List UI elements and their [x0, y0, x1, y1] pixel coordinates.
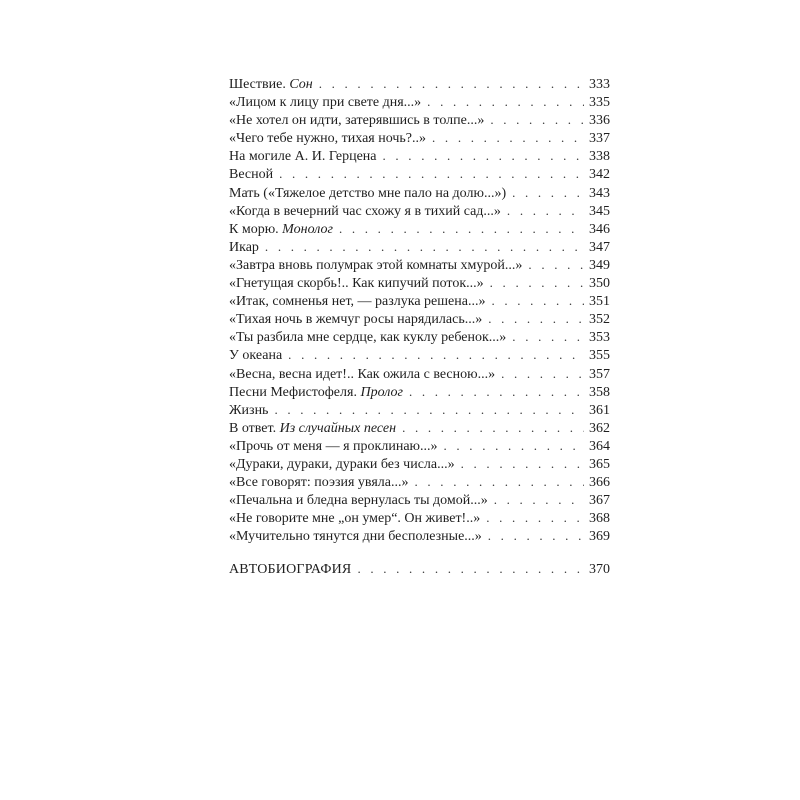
entry-title: В ответ. Из случайных песен	[229, 420, 397, 436]
dot-leader	[339, 220, 584, 238]
toc-entry[interactable]	[229, 473, 610, 491]
dot-leader	[528, 256, 584, 274]
toc-entry[interactable]	[229, 147, 610, 165]
entry-title: «Печальна и бледна вернулась ты домой...»	[229, 493, 488, 509]
page-number: 333	[589, 77, 610, 92]
toc-entry[interactable]	[229, 129, 610, 147]
dot-leader	[383, 147, 585, 165]
toc-entry[interactable]	[229, 437, 610, 455]
page-number: 362	[589, 420, 610, 436]
entry-title: Весной	[229, 167, 274, 183]
page-number: 337	[589, 131, 610, 147]
entry-title: «Гнетущая скорбь!.. Как кипучий поток...»	[229, 276, 484, 292]
dot-leader	[512, 328, 584, 346]
toc-entry[interactable]	[229, 419, 610, 437]
toc-entry[interactable]	[229, 238, 610, 256]
dot-leader	[274, 401, 584, 419]
entry-title: Мать («Тяжелое детство мне пало на долю...»)	[229, 185, 507, 201]
entry-title: «Дураки, дураки, дураки без числа...»	[229, 456, 455, 472]
dot-leader	[486, 509, 584, 527]
entry-title: «Мучительно тянутся дни бесполезные...»	[229, 529, 482, 545]
dot-leader	[415, 473, 585, 491]
entry-title: «Весна, весна идет!.. Как ожила с весною...»	[229, 366, 496, 382]
toc-entry[interactable]	[229, 365, 610, 383]
page-number: 358	[589, 384, 610, 400]
entry-title: «Не говорите мне „он умер“. Он живет!..»	[229, 511, 481, 527]
entry-title: К морю. Монолог	[229, 221, 333, 237]
toc-entry[interactable]	[229, 202, 610, 220]
entry-title: «Не хотел он идти, затерявшись в толпе...»	[229, 113, 485, 129]
dot-leader	[402, 419, 584, 437]
toc-entry[interactable]	[229, 401, 610, 419]
entry-title: «Тихая ночь в жемчуг росы нарядилась...»	[229, 312, 483, 328]
page-number: 343	[589, 185, 610, 201]
dot-leader	[461, 455, 584, 473]
page-number: 357	[589, 366, 610, 382]
entry-title: Жизнь	[229, 402, 269, 418]
page-number: 367	[589, 493, 610, 509]
dot-leader	[491, 292, 584, 310]
page-number: 353	[589, 330, 610, 346]
page-number: 336	[589, 113, 610, 129]
toc-entry-autobiography[interactable]	[229, 560, 610, 578]
page-number: 349	[589, 257, 610, 273]
entry-title: «Ты разбила мне сердце, как куклу ребенок...»	[229, 330, 507, 346]
page-number: 365	[589, 456, 610, 472]
page-number: 355	[589, 348, 610, 364]
dot-leader	[357, 560, 584, 578]
toc-entry[interactable]	[229, 111, 610, 129]
entry-title: Икар	[229, 239, 259, 255]
dot-leader	[512, 184, 584, 202]
page-number: 338	[589, 149, 610, 165]
dot-leader	[488, 310, 584, 328]
page-number: 364	[589, 438, 610, 454]
dot-leader	[432, 129, 584, 147]
entry-title: «Завтра вновь полумрак этой комнаты хмурой...»	[229, 257, 523, 273]
toc-entry[interactable]	[229, 310, 610, 328]
entry-title: АВТОБИОГРАФИЯ	[229, 562, 352, 578]
toc-entry[interactable]	[229, 491, 610, 509]
entry-subtitle: Монолог	[282, 221, 333, 237]
dot-leader	[427, 93, 584, 111]
entry-title: «Когда в вечерний час схожу я в тихий сад...»	[229, 203, 501, 219]
page-number: 342	[589, 167, 610, 183]
dot-leader	[488, 527, 584, 545]
entry-title: «Лицом к лицу при свете дня...»	[229, 95, 422, 111]
entry-title: На могиле А. И. Герцена	[229, 149, 377, 165]
dot-leader	[490, 111, 584, 129]
entry-title: «Прочь от меня — я проклинаю...»	[229, 438, 438, 454]
toc-entry[interactable]	[229, 527, 610, 545]
dot-leader	[288, 346, 584, 364]
toc-entry[interactable]	[229, 256, 610, 274]
toc-entry[interactable]	[229, 274, 610, 292]
page-number: 345	[589, 203, 610, 219]
toc-entry[interactable]	[229, 93, 610, 111]
dot-leader	[319, 75, 584, 93]
entry-title: «Чего тебе нужно, тихая ночь?..»	[229, 131, 427, 147]
toc-entry[interactable]	[229, 220, 610, 238]
entry-title: Шествие. Сон	[229, 77, 313, 92]
page-number: 335	[589, 95, 610, 111]
page-number: 368	[589, 511, 610, 527]
entry-subtitle: Пролог	[360, 384, 403, 400]
dot-leader	[501, 365, 584, 383]
entry-title: «Итак, сомненья нет, — разлука решена...»	[229, 294, 486, 310]
toc-entry[interactable]	[229, 165, 610, 183]
dot-leader	[490, 274, 584, 292]
dot-leader	[265, 238, 584, 256]
dot-leader	[409, 383, 584, 401]
page-number: 346	[589, 221, 610, 237]
entry-subtitle: Сон	[289, 77, 313, 92]
toc-entry[interactable]	[229, 346, 610, 364]
toc-entry[interactable]	[229, 383, 610, 401]
dot-leader	[494, 491, 584, 509]
toc-entry-list	[229, 75, 610, 545]
dot-leader	[507, 202, 584, 220]
entry-title: Песни Мефистофеля. Пролог	[229, 384, 403, 400]
toc-entry[interactable]	[229, 75, 610, 93]
entry-title: «Все говорят: поэзия увяла...»	[229, 475, 409, 491]
entry-title: У океана	[229, 348, 283, 364]
page-number: 361	[589, 402, 610, 418]
entry-subtitle: Из случайных песен	[279, 420, 397, 436]
page-number: 370	[589, 562, 610, 578]
page-number: 350	[589, 276, 610, 292]
toc-entry[interactable]	[229, 184, 610, 202]
page-number: 366	[589, 475, 610, 491]
dot-leader	[444, 437, 585, 455]
toc-entry[interactable]	[229, 292, 610, 310]
page-number: 352	[589, 312, 610, 328]
page-number: 369	[589, 529, 610, 545]
toc-entry[interactable]	[229, 509, 610, 527]
page-number: 351	[589, 294, 610, 310]
toc-entry[interactable]	[229, 455, 610, 473]
dot-leader	[279, 165, 584, 183]
table-of-contents	[229, 75, 610, 579]
page-number: 347	[589, 239, 610, 255]
toc-entry[interactable]	[229, 328, 610, 346]
